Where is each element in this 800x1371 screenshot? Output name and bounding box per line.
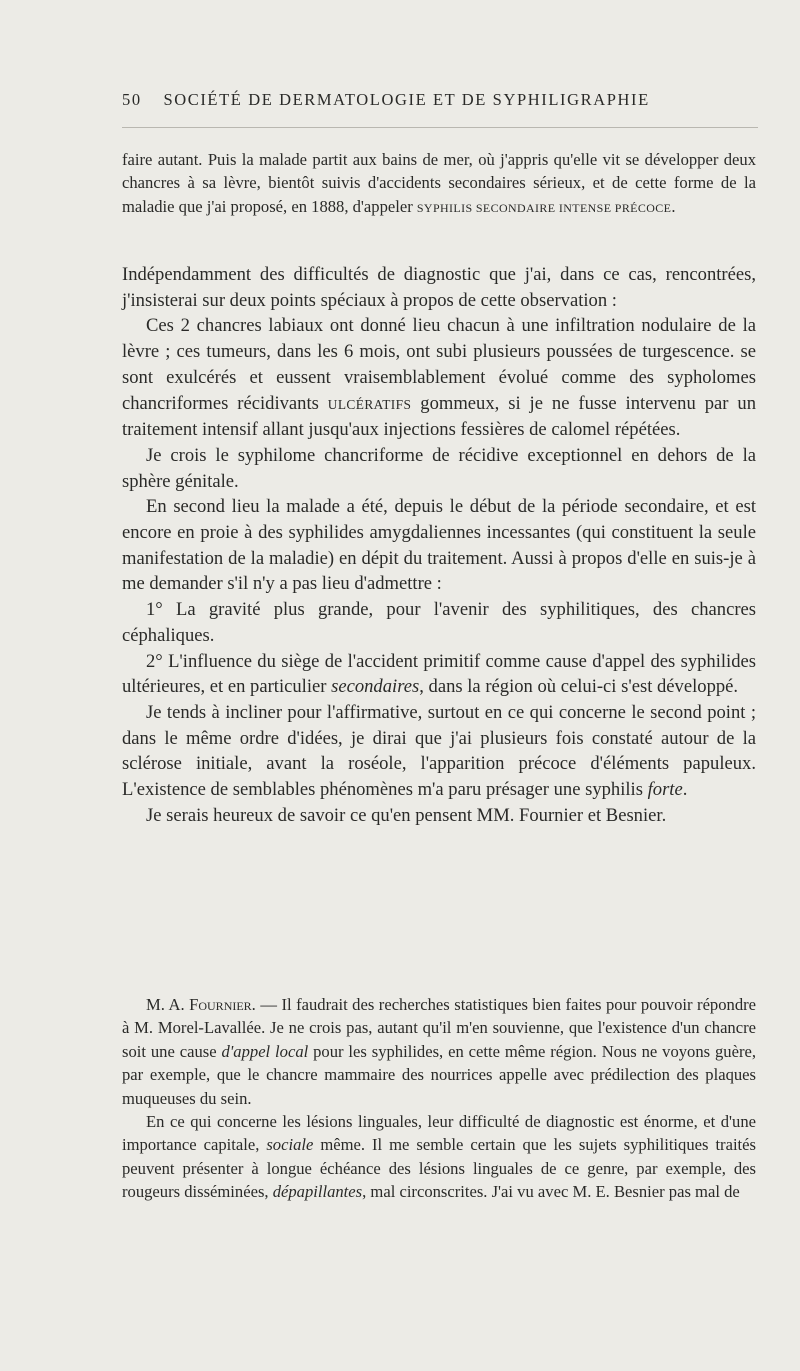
paragraph	[122, 313, 756, 443]
italic-term: secondaires	[331, 676, 420, 698]
text-run: pour les syphilides, en cette même région. Nous ne voyons guère, par exemple, que le chancre mammaire des nourrices appelle avec prédilection des plaques muqueuses du sein.	[122, 1041, 756, 1108]
text-block-top	[122, 148, 756, 220]
text-run: Je tends à incliner pour l'affirmative, surtout en ce qui concerne le second point ; dans le même ordre d'idées, je dirai que j'ai plusieurs fois constaté autour de la sclérose initiale, avant la roséole, l'apparition précoce d'éléments papuleux. L'existence de semblables phénomènes m'a paru présager une syphilis	[122, 701, 756, 801]
text-run: 2° L'influence du siège de l'accident primitif comme cause d'appel des syphilides ultérieures, et en particulier	[122, 650, 756, 698]
text-run: , mal circonscrites. J'ai vu avec M. E. Besnier pas mal de	[362, 1182, 740, 1202]
paragraph	[122, 148, 756, 220]
paragraph	[122, 993, 756, 1110]
running-header	[122, 90, 762, 110]
paragraph: Je serais heureux de savoir ce qu'en pensent MM. Fournier et Besnier.	[146, 804, 667, 826]
text-run: faire autant. Puis la malade partit aux bains de mer, où j'appris qu'elle vit se développer deux chancres à sa lèvre, bientôt suivis d'accidents secondaires sérieux, et de cette forme de la maladie que j'ai proposé, en 1888, d'appeler	[122, 150, 756, 216]
text-block-bottom	[122, 993, 756, 1204]
speaker-name: M. A. Fournier.	[146, 995, 256, 1014]
text-run: même. Il me semble certain que les sujets syphilitiques traités peuvent présenter à longue échéance des lésions linguales de ce genre, par exemple, des rougeurs disséminées,	[122, 1135, 756, 1202]
italic-term: d'appel local	[221, 1041, 309, 1061]
italic-term: forte	[647, 779, 683, 801]
header-rule	[122, 127, 758, 128]
italic-term: dépapillantes	[272, 1182, 363, 1202]
text-run: En ce qui concerne les lésions linguales, leur difficulté de diagnostic est énorme, et d'une importance capitale,	[122, 1112, 756, 1155]
italic-term: sociale	[266, 1135, 314, 1155]
small-caps-term: SYPHILIS SECONDAIRE INTENSE PRÉCOCE	[416, 200, 672, 215]
paragraph: Je crois le syphilome chancriforme de récidive exceptionnel en dehors de la sphère génitale.	[122, 444, 756, 492]
text-block-main	[122, 262, 756, 828]
page-number: 50	[122, 90, 142, 109]
text-run: , dans la région où celui-ci s'est développé.	[419, 676, 739, 698]
text-run: .	[671, 196, 676, 216]
small-caps-term: ULCÉRATIFS	[327, 396, 412, 412]
paragraph: 1° La gravité plus grande, pour l'avenir des syphilitiques, des chancres céphaliques.	[122, 599, 756, 646]
text-run: Ces 2 chancres labiaux ont donné lieu chacun à une infiltration nodulaire de la lèvre ; ces tumeurs, dans les 6 mois, ont subi plusieurs poussées de turgescence. se sont exulcérés et eussent vraisemblablement évolué comme des sypholomes chancriformes récidivants	[122, 315, 756, 414]
text-run: .	[682, 779, 688, 801]
paragraph: Indépendamment des difficultés de diagnostic que j'ai, dans ce cas, rencontrées, j'insisterai sur deux points spéciaux à propos de cette observation :	[122, 264, 756, 311]
text-run: gommeux, si je ne fusse intervenu par un traitement intensif allant jusqu'aux injections fessières de calomel répétées.	[122, 392, 756, 441]
paragraph	[122, 1110, 756, 1204]
paragraph	[122, 649, 756, 700]
paragraph	[122, 700, 756, 803]
paragraph: En second lieu la malade a été, depuis le début de la période secondaire, et est encore en proie à des syphilides amygdaliennes incessantes (qui constituent la seule manifestation de la maladie) en dépit du traitement. Aussi à propos d'elle en suis-je à me demander s'il n'y a pas lieu d'admettre :	[122, 496, 756, 595]
text-run: — Il faudrait des recherches statistiques bien faites pour pouvoir répondre à M. Morel-Lavallée. Je ne crois pas, autant qu'il m'en souvienne, que l'existence d'un chancre soit une cause	[122, 995, 757, 1061]
running-title: SOCIÉTÉ DE DERMATOLOGIE ET DE SYPHILIGRAPHIE	[163, 90, 650, 109]
